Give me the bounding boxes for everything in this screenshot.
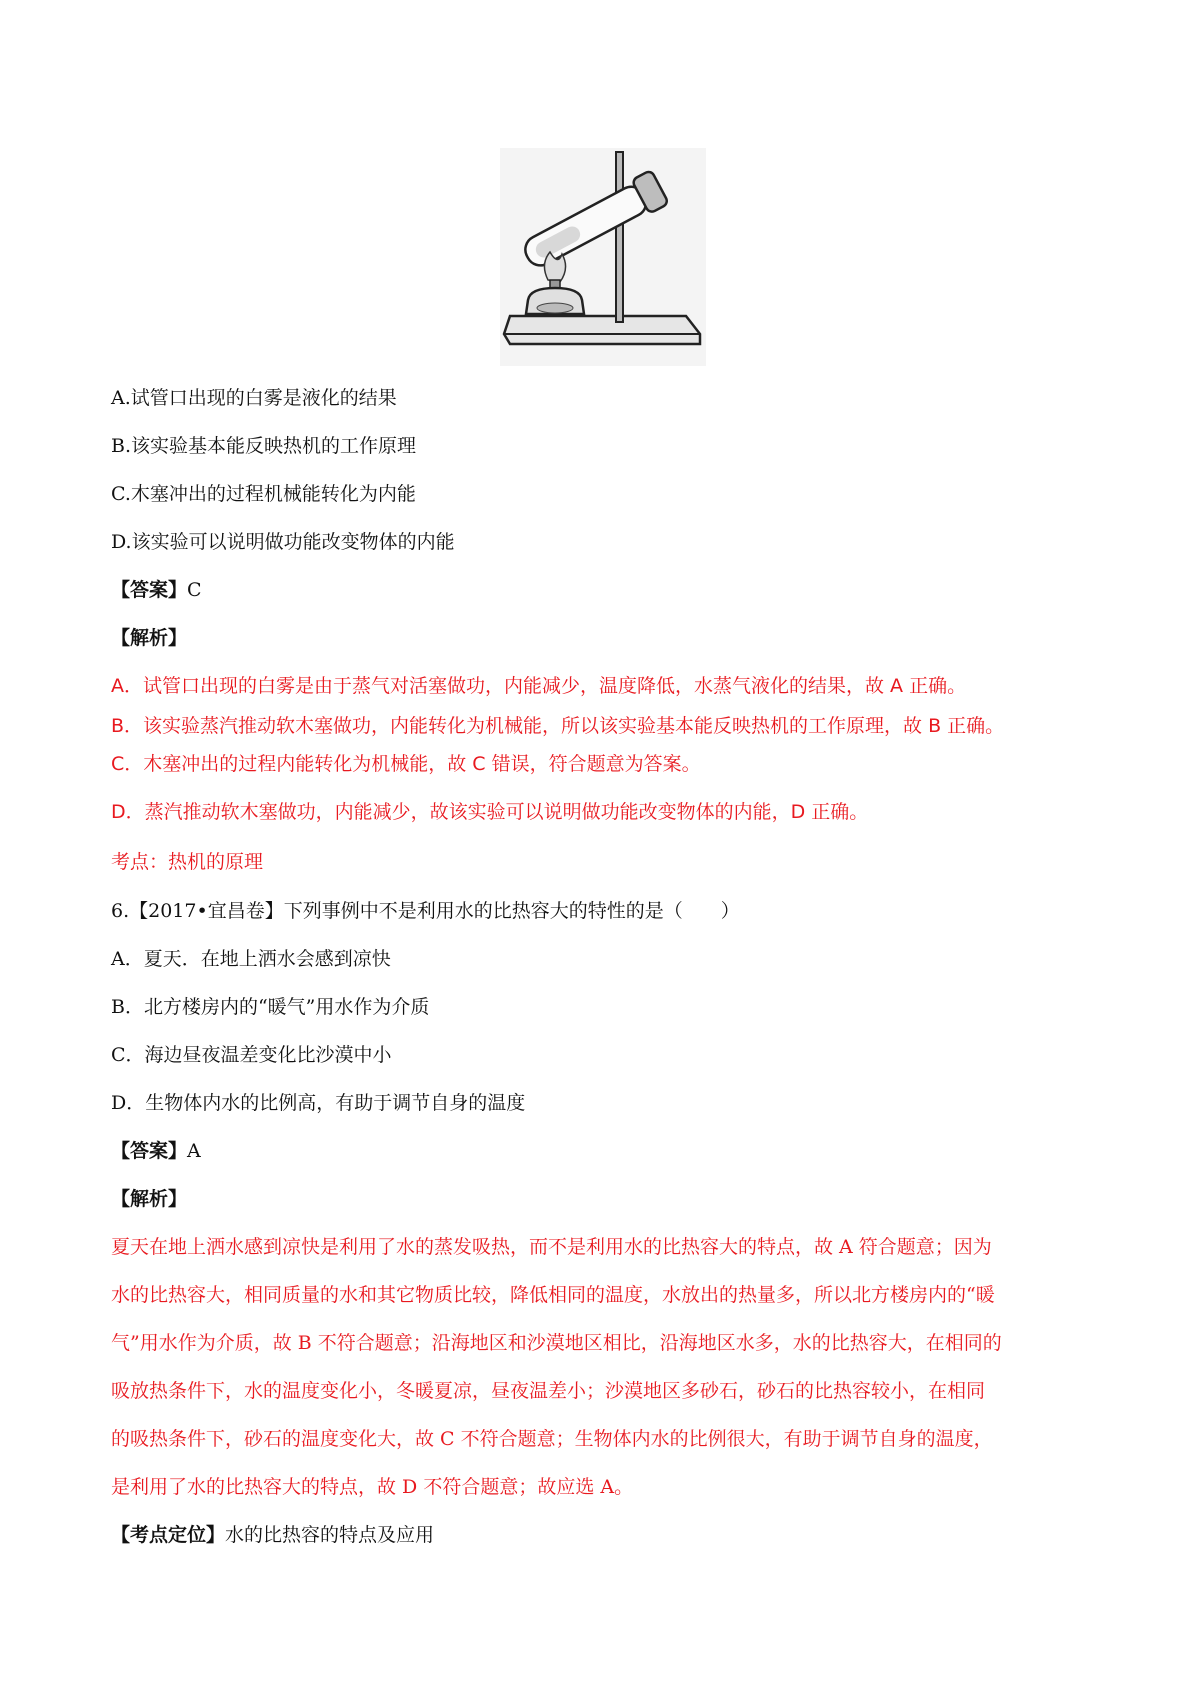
- q6-option-d: D．生物体内水的比例高，有助于调节自身的温度: [111, 1092, 526, 1114]
- q5-option-c: C.木塞冲出的过程机械能转化为内能: [111, 483, 416, 505]
- answer-value: A: [187, 1140, 201, 1162]
- answer-tag: 【答案】: [111, 1140, 188, 1162]
- q6-analysis-tag: 【解析】: [111, 1188, 188, 1210]
- experiment-figure: [500, 148, 706, 366]
- q5-analysis-line-d: D．蒸汽推动软木塞做功，内能减少，故该实验可以说明做功能改变物体的内能，D 正确。: [111, 801, 869, 823]
- q5-analysis-line-a: A．试管口出现的白雾是由于蒸气对活塞做功，内能减少，温度降低，水蒸气液化的结果，故 A 正确。: [111, 675, 967, 697]
- q6-analysis-line-5: 的吸热条件下，砂石的温度变化大，故 C 不符合题意；生物体内水的比例很大，有助于调节自身的温度，: [111, 1428, 993, 1450]
- q5-kaodian: 考点：热机的原理: [111, 851, 264, 873]
- answer-tag: 【答案】: [111, 579, 188, 601]
- q6-option-a: A．夏天．在地上洒水会感到凉快: [111, 948, 391, 970]
- q5-option-a: A.试管口出现的白雾是液化的结果: [111, 387, 397, 409]
- q6-analysis-line-4: 吸放热条件下，水的温度变化小，冬暖夏凉，昼夜温差小；沙漠地区多砂石，砂石的比热容较小，在相同: [111, 1380, 986, 1402]
- q6-option-b: B．北方楼房内的“暖气”用水作为介质: [111, 996, 430, 1018]
- q6-stem: 6.【2017•宜昌卷】下列事例中不是利用水的比热容大的特性的是（ ）: [111, 900, 740, 922]
- q5-analysis-tag: 【解析】: [111, 627, 188, 649]
- q6-kaodian: [111, 1523, 434, 1547]
- answer-value: C: [187, 579, 202, 601]
- test-tube-heating-illustration: [500, 148, 706, 366]
- q6-analysis-line-1: 夏天在地上洒水感到凉快是利用了水的蒸发吸热，而不是利用水的比热容大的特点，故 A 符合题意；因为: [111, 1236, 992, 1258]
- q6-analysis-line-6: 是利用了水的比热容大的特点，故 D 不符合题意；故应选 A。: [111, 1476, 634, 1498]
- kaodian-value: 水的比热容的特点及应用: [225, 1524, 435, 1546]
- kaodian-tag: 【考点定位】: [111, 1524, 226, 1546]
- q6-analysis-line-3: 气”用水作为介质，故 B 不符合题意；沿海地区和沙漠地区相比，沿海地区水多，水的比热容大，在相同的: [111, 1332, 1002, 1354]
- q6-answer: [111, 1139, 201, 1163]
- q5-analysis-line-c: C．木塞冲出的过程内能转化为机械能，故 C 错误，符合题意为答案。: [111, 753, 701, 775]
- q5-analysis-line-b: B．该实验蒸汽推动软木塞做功，内能转化为机械能，所以该实验基本能反映热机的工作原理，故 B 正确。: [111, 715, 1005, 737]
- q5-option-b: B.该实验基本能反映热机的工作原理: [111, 435, 417, 457]
- q5-option-d: D.该实验可以说明做功能改变物体的内能: [111, 531, 455, 553]
- q6-analysis-line-2: 水的比热容大，相同质量的水和其它物质比较，降低相同的温度，水放出的热量多，所以北方楼房内的“暖: [111, 1284, 995, 1306]
- q6-option-c: C．海边昼夜温差变化比沙漠中小: [111, 1044, 392, 1066]
- q5-answer: [111, 578, 202, 602]
